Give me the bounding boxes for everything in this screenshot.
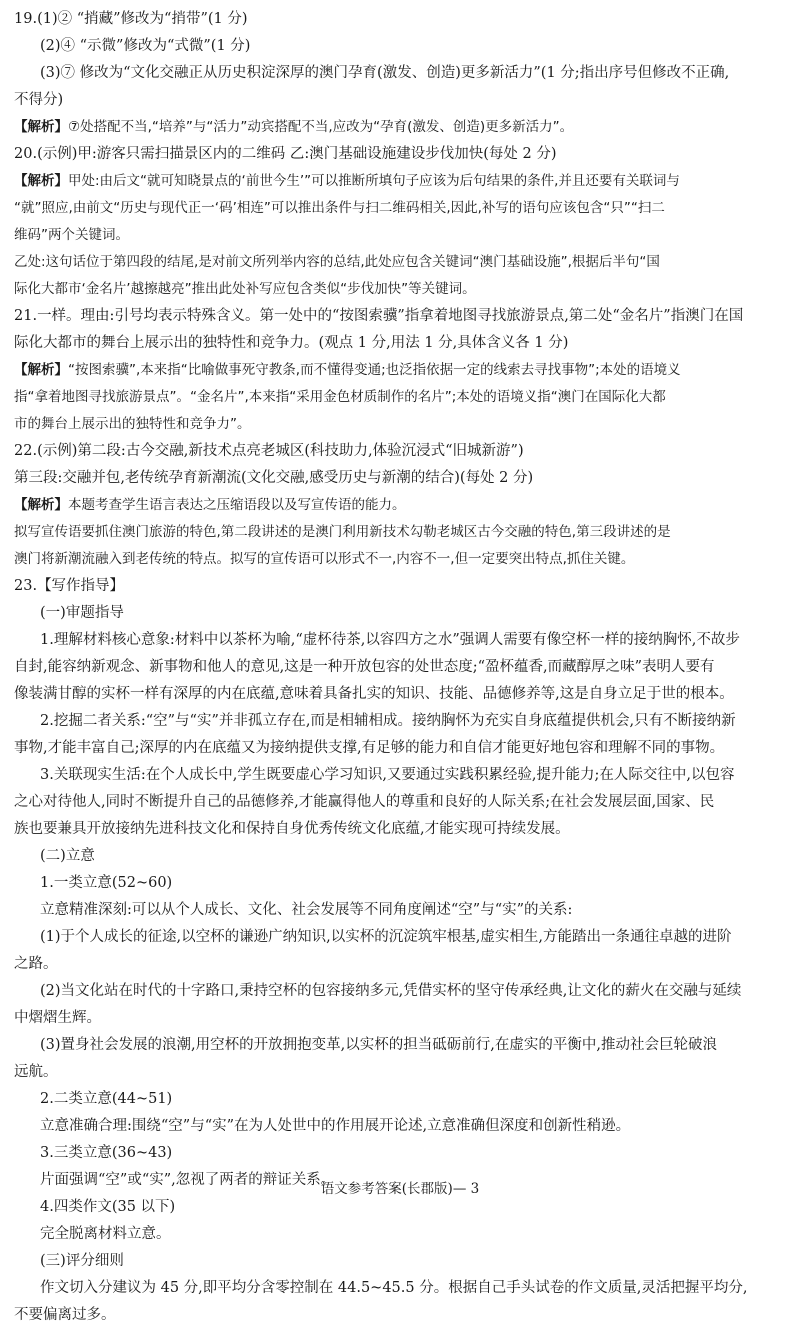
q23-section-2: (二)立意: [40, 848, 95, 864]
q19-line-3: (3)⑦ 修改为“文化交融正从历史积淀深厚的澳门孕育(激发、创造)更多新活力”(1 分;指出序号但修改不正确,: [40, 65, 730, 81]
q23-example-1-b: 之路。: [14, 956, 58, 972]
analysis-tag: 【解析】: [14, 173, 68, 189]
q21-analysis-3: 市的舞台上展示出的独特性和竞争力”。: [14, 416, 251, 432]
q23-p1-a: 1.理解材料核心意象:材料中以茶杯为喻,“虚杯待茶,以容四方之水”强调人需要有像空杯一样的接纳胸怀,不故步: [40, 632, 740, 648]
q21-line-2: 际化大都市的舞台上展示出的独特性和竞争力。(观点 1 分,用法 1 分,具体含义各 1 分): [14, 335, 569, 351]
q23-class-2: 2.二类立意(44~51): [40, 1091, 173, 1107]
q23-p1-b: 自封,能容纳新观念、新事物和他人的意见,这是一种开放包容的处世态度;“盈杯蕴香,而藏醇厚之味”表明人要有: [14, 659, 715, 675]
analysis-tag: 【解析】: [14, 119, 68, 135]
q23-section-3: (三)评分细则: [40, 1253, 124, 1269]
q21-line-1: 21.一样。理由:引号均表示特殊含义。第一处中的“按图索骥”指拿着地图寻找旅游景点,第二处“金名片”指澳门在国: [14, 308, 744, 324]
question-number: 22.: [14, 443, 38, 459]
q19-analysis: 【解析】⑦处搭配不当,“培养”与“活力”动宾搭配不当,应改为“孕育(激发、创造)更多新活力”。: [14, 119, 574, 135]
q23-class-1-desc: 立意精准深刻:可以从个人成长、文化、社会发展等不同角度阐述“空”与“实”的关系:: [40, 902, 573, 918]
q23-p3-a: 3.关联现实生活:在个人成长中,学生既要虚心学习知识,又要通过实践积累经验,提升能力;在人际交往中,以包容: [40, 767, 735, 783]
question-number: 19.: [14, 11, 38, 27]
analysis-tag: 【解析】: [14, 497, 68, 513]
page-footer: 语文参考答案(长郡版)— 3: [320, 1181, 480, 1197]
analysis-tag: 【解析】: [14, 362, 68, 378]
q22-line-1: 22.(示例)第二段:古今交融,新技术点亮老城区(科技助力,体验沉浸式“旧城新游”): [14, 443, 524, 459]
q23-class-1: 1.一类立意(52~60): [40, 875, 173, 891]
q23-class-4: 4.四类作文(35 以下): [40, 1199, 176, 1215]
q21-analysis-1: 【解析】“按图索骥”,本来指“比喻做事死守教条,而不懂得变通;也泛指依据一定的线索去寻找事物”;本处的语境义: [14, 362, 681, 378]
q23-p2-b: 事物,才能丰富自己;深厚的内在底蕴又为接纳提供支撑,有足够的能力和自信才能更好地包容和理解不同的事物。: [14, 740, 725, 756]
question-number: 21.: [14, 308, 38, 324]
q20-line-1: 20.(示例)甲:游客只需扫描景区内的二维码 乙:澳门基础设施建设步伐加快(每处 2 分): [14, 146, 557, 162]
q23-class-3-desc: 片面强调“空”或“实”,忽视了两者的辩证关系。: [40, 1172, 336, 1188]
q21-analysis-2: 指“拿着地图寻找旅游景点”。“金名片”,本来指“采用金色材质制作的名片”;本处的语境义指“澳门在国际化大都: [14, 389, 666, 405]
q23-example-2-a: (2)当文化站在时代的十字路口,秉持空杯的包容接纳多元,凭借实杯的坚守传承经典,让文化的薪火在交融与延续: [40, 983, 742, 999]
q23-class-2-desc: 立意准确合理:围绕“空”与“实”在为人处世中的作用展开论述,立意准确但深度和创新性稍逊。: [40, 1118, 631, 1134]
q23-class-4-desc: 完全脱离材料立意。: [40, 1226, 171, 1242]
q23-example-2-b: 中熠熠生辉。: [14, 1010, 101, 1026]
q22-analysis-2: 拟写宣传语要抓住澳门旅游的特色,第二段讲述的是澳门利用新技术勾勒老城区古今交融的特色,第三段讲述的是: [14, 524, 671, 540]
q20-analysis-3: 维码”两个关键词。: [14, 227, 129, 243]
q23-heading: 23.【写作指导】: [14, 578, 125, 594]
q23-p1-c: 像装满甘醇的实杯一样有深厚的内在底蕴,意味着具备扎实的知识、技能、品德修养等,这是自身立足于世的根本。: [14, 686, 734, 702]
q23-p2-a: 2.挖掘二者关系:“空”与“实”并非孤立存在,而是相辅相成。接纳胸怀为充实自身底蕴提供机会,只有不断接纳新: [40, 713, 736, 729]
q20-analysis-1: 【解析】甲处:由后文“就可知晓景点的‘前世今生’”可以推断所填句子应该为后句结果的条件,并且还要有关联词与: [14, 173, 680, 189]
q23-section-1: (一)审题指导: [40, 605, 124, 621]
q23-example-3-a: (3)置身社会发展的浪潮,用空杯的开放拥抱变革,以实杯的担当砥砺前行,在虚实的平衡中,推动社会巨轮破浪: [40, 1037, 717, 1053]
q20-analysis-2: “就”照应,由前文“历史与现代正一‘码’相连”可以推出条件与扫二维码相关,因此,补写的语句应该包含“只”“扫二: [14, 200, 665, 216]
q22-analysis-3: 澳门将新潮流融入到老传统的特点。拟写的宣传语可以形式不一,内容不一,但一定要突出特点,抓住关键。: [14, 551, 635, 567]
q23-class-3: 3.三类立意(36~43): [40, 1145, 173, 1161]
q20-analysis-5: 际化大都市‘金名片’越擦越亮”推出此处补写应包含类似“步伐加快”等关键词。: [14, 281, 476, 297]
q20-analysis-4: 乙处:这句话位于第四段的结尾,是对前文所列举内容的总结,此处应包含关键词“澳门基础设施”,根据后半句“国: [14, 254, 660, 270]
q19-line-4: 不得分): [14, 92, 64, 108]
q23-rule-b: 不要偏离过多。: [14, 1307, 116, 1323]
answer-page: [14, 6, 784, 1329]
q23-example-3-b: 远航。: [14, 1064, 58, 1080]
q23-rule-a: 作文切入分建议为 45 分,即平均分含零控制在 44.5~45.5 分。根据自己手头试卷的作文质量,灵活把握平均分,: [40, 1280, 748, 1296]
question-number: 20.: [14, 146, 38, 162]
q23-example-1-a: (1)于个人成长的征途,以空杯的谦逊广纳知识,以实杯的沉淀筑牢根基,虚实相生,方能踏出一条通往卓越的进阶: [40, 929, 732, 945]
q23-p3-b: 之心对待他人,同时不断提升自己的品德修养,才能赢得他人的尊重和良好的人际关系;在社会发展层面,国家、民: [14, 794, 715, 810]
q19-line-1: 19.(1)② “捎藏”修改为“捎带”(1 分): [14, 11, 248, 27]
q19-line-2: (2)④ “示微”修改为“式微”(1 分): [40, 38, 251, 54]
q22-analysis-1: 【解析】本题考查学生语言表达之压缩语段以及写宣传语的能力。: [14, 497, 406, 513]
q22-line-2: 第三段:交融并包,老传统孕育新潮流(文化交融,感受历史与新潮的结合)(每处 2 分): [14, 470, 534, 486]
q23-p3-c: 族也要兼具开放接纳先进科技文化和保持自身优秀传统文化底蕴,才能实现可持续发展。: [14, 821, 570, 837]
question-number: 23.: [14, 578, 38, 594]
